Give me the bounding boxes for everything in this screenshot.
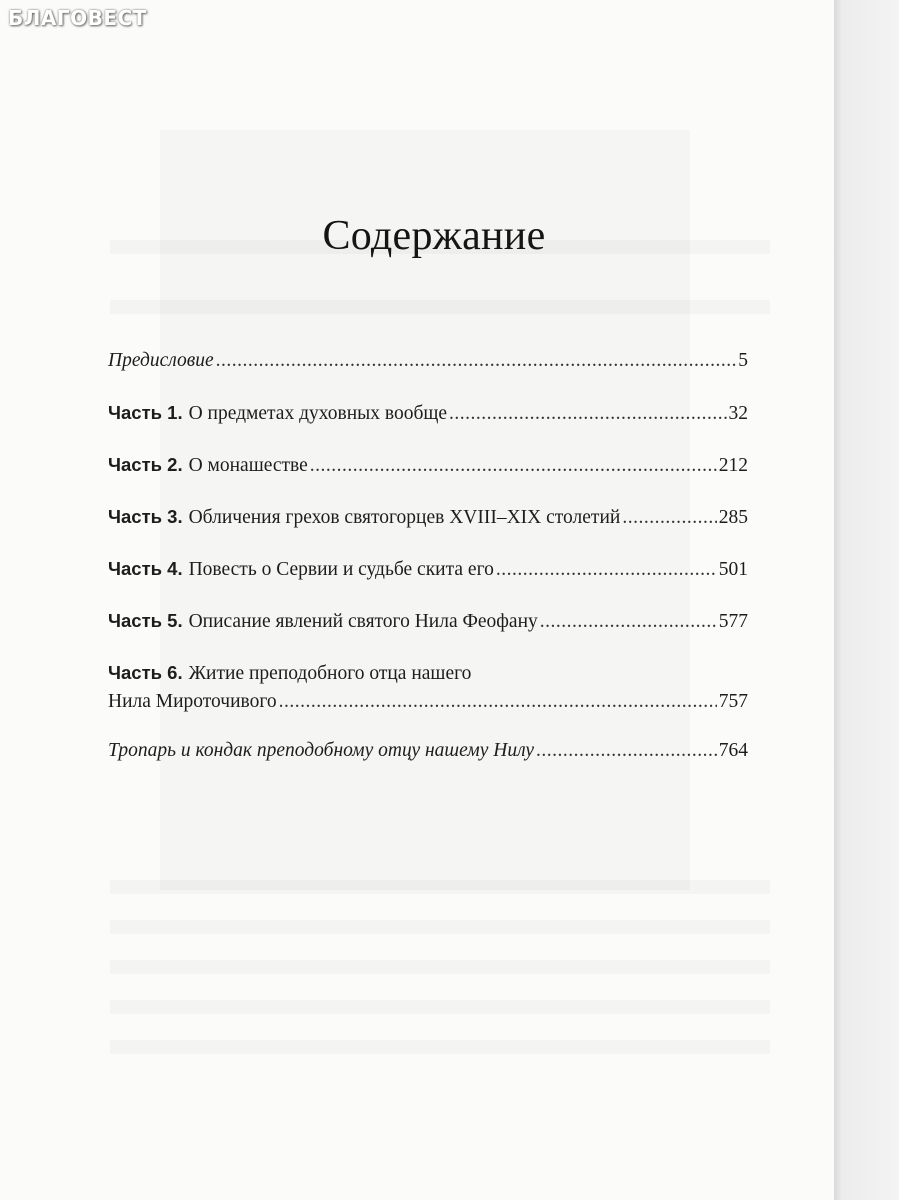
toc-page-number: 5 bbox=[738, 350, 748, 371]
toc-page-number: 764 bbox=[718, 740, 748, 761]
show-through-line bbox=[110, 1000, 770, 1014]
toc-part-label: Часть 2. bbox=[108, 454, 183, 475]
toc-leader-dots bbox=[540, 611, 717, 633]
toc-page-number: 285 bbox=[718, 507, 748, 528]
toc-entry-title: Повесть о Сервии и судьбе скита его bbox=[188, 559, 494, 580]
toc-leader-dots bbox=[310, 455, 717, 477]
toc-entry[interactable] bbox=[108, 402, 748, 454]
toc-entry[interactable] bbox=[108, 454, 748, 506]
toc-entry[interactable] bbox=[108, 740, 748, 792]
toc-entry-title: Предисловие bbox=[108, 350, 214, 371]
show-through-line bbox=[110, 960, 770, 974]
toc-page-number: 501 bbox=[718, 559, 748, 580]
toc-entry-title: Житие преподобного отца нашего bbox=[188, 663, 472, 684]
toc-leader-dots bbox=[622, 507, 716, 529]
toc-entry-title: Нила Мироточивого bbox=[108, 691, 277, 712]
toc-entry[interactable] bbox=[108, 558, 748, 610]
toc-page-number: 212 bbox=[718, 455, 748, 476]
toc-leader-dots bbox=[449, 403, 726, 425]
toc-entry[interactable] bbox=[108, 506, 748, 558]
toc-page-number: 32 bbox=[728, 403, 748, 424]
show-through-line bbox=[110, 300, 770, 314]
toc-page-number: 757 bbox=[718, 691, 748, 712]
toc-entry[interactable] bbox=[108, 662, 748, 740]
show-through-line bbox=[110, 920, 770, 934]
watermark-logo: БЛАГОВЕСТ bbox=[8, 6, 147, 30]
toc-part-label: Часть 3. bbox=[108, 506, 183, 527]
toc-entry[interactable] bbox=[108, 610, 748, 662]
toc-entry-title: Обличения грехов святогорцев XVIII–XIX столетий bbox=[188, 507, 621, 528]
toc-part-label: Часть 4. bbox=[108, 558, 183, 579]
toc-leader-dots bbox=[496, 559, 717, 581]
toc-entry-title: О монашестве bbox=[188, 455, 308, 476]
toc-entry[interactable] bbox=[108, 350, 748, 402]
toc-entry-title: О предметах духовных вообще bbox=[188, 403, 448, 424]
page-title: Содержание bbox=[322, 213, 546, 259]
toc-leader-dots bbox=[536, 740, 717, 762]
toc-leader-dots bbox=[216, 350, 737, 372]
toc-part-label: Часть 6. bbox=[108, 662, 183, 683]
show-through-line bbox=[110, 1040, 770, 1054]
toc-entry-title: Описание явлений святого Нила Феофану bbox=[188, 611, 538, 632]
next-page-edge bbox=[834, 0, 899, 1200]
toc-leader-dots bbox=[279, 691, 717, 713]
table-of-contents bbox=[108, 350, 748, 792]
toc-page-number: 577 bbox=[718, 611, 748, 632]
show-through-line bbox=[110, 880, 770, 894]
toc-part-label: Часть 5. bbox=[108, 610, 183, 631]
toc-entry-title: Тропарь и кондак преподобному отцу нашему Нилу bbox=[108, 740, 534, 761]
toc-part-label: Часть 1. bbox=[108, 402, 183, 423]
